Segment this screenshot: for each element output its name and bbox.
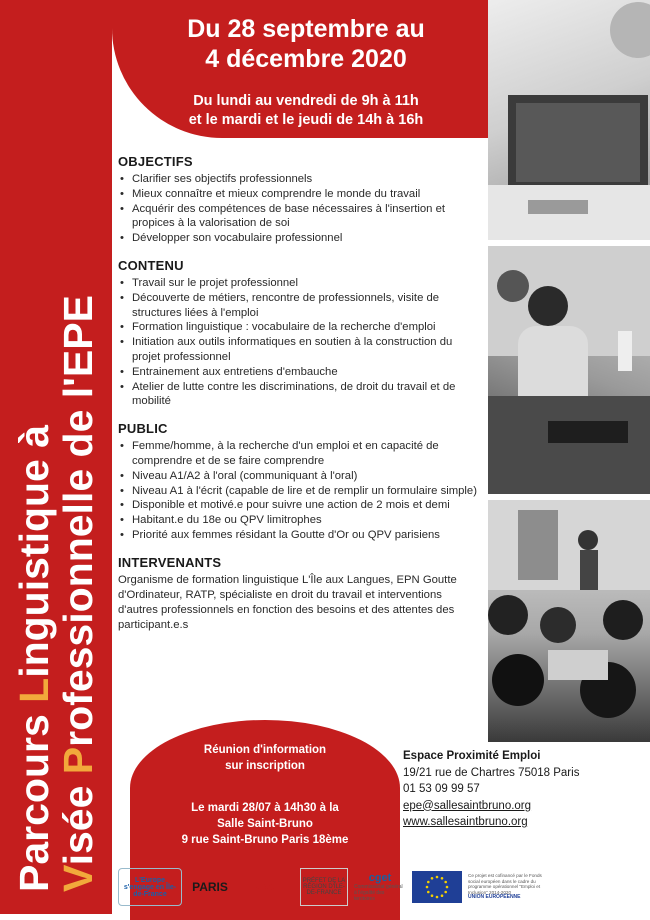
date-banner [112, 0, 500, 138]
contact-email-link[interactable]: epe@sallesaintbruno.org [403, 799, 532, 812]
europe-engage-logo: L'Europe s'engage en Île-de-France [118, 868, 182, 906]
contenu-list [118, 276, 482, 409]
list-item: • Clarifier ses objectifs professionnels [118, 172, 482, 187]
section-title: PUBLIC [118, 421, 168, 437]
cget-logo-text: cget [368, 872, 392, 884]
list-item: • Entrainement aux entretiens d'embauche [118, 365, 482, 380]
public-list [118, 439, 482, 543]
photo-meeting [488, 246, 650, 494]
list-item: • Développer son vocabulaire professionnel [118, 231, 482, 246]
reunion-line-1: Réunion d'information [203, 744, 327, 756]
list-item: • Disponible et motivé.e pour suivre une action de 2 mois et demi [118, 498, 482, 513]
reunion-line-2: sur inscription [225, 760, 305, 772]
list-item: • Travail sur le projet professionnel [118, 276, 482, 291]
epe-logo: Epe [255, 881, 277, 893]
cget-logo-subtitle: Commissariat général à l'égalité des territoires [354, 884, 403, 902]
contact-phone: 01 53 09 99 57 [403, 783, 480, 795]
side-title-line-2: Visée Professionnelle de l'EPE [55, 295, 101, 892]
section-objectifs [118, 154, 482, 246]
contact-address: 19/21 rue de Chartres 75018 Paris [403, 766, 580, 779]
list-item: • Découverte de métiers, rencontre de professionnels, visite de structures liées à l'emploi [118, 291, 482, 321]
list-item: • Mieux connaître et mieux comprendre le monde du travail [118, 187, 482, 202]
list-item: • Acquérir des compétences de base nécessaires à l'insertion et propices à la valorisation de soi [118, 202, 482, 232]
list-item: • Niveau A1 à l'écrit (capable de lire et de remplir un formulaire simple) [118, 484, 482, 499]
reunion-address: 9 rue Saint-Bruno Paris 18ème [181, 834, 349, 846]
eu-funding-text: Ce projet est cofinancé par le Fonds social européen dans le cadre du programme opérationnel "Emploi et Inclusion" 2014-2020 [468, 873, 542, 895]
list-item: • Niveau A1/A2 à l'oral (communiquant à l'oral) [118, 469, 482, 484]
section-public [118, 421, 482, 543]
partner-logos [118, 860, 650, 914]
list-item: • Femme/homme, à la recherche d'un emploi et en capacité de comprendre et de se faire comprendre [118, 439, 482, 469]
section-contenu [118, 258, 482, 409]
cget-logo [354, 869, 406, 905]
date-line-2: 4 décembre 2020 [205, 45, 407, 73]
intervenants-text: Organisme de formation linguistique L'Île aux Langues, EPN Goutte d'Ordinateur, RATP, spécialiste en droit du travail et interventions d'autres professionnels en fonction des besoins et des attentes des participant.e.s [118, 573, 457, 631]
section-title: INTERVENANTS [118, 554, 222, 570]
list-item: • Formation linguistique : vocabulaire de la recherche d'emploi [118, 320, 482, 335]
side-banner [0, 0, 112, 914]
main-content [118, 154, 482, 645]
paris-logo: PARIS [192, 880, 228, 894]
date-line-1: Du 28 septembre au [187, 15, 425, 43]
list-item: • Atelier de lutte contre les discriminations, de droit du travail et de mobilité [118, 380, 482, 410]
photo-column [488, 0, 650, 742]
section-title: OBJECTIFS [118, 154, 193, 169]
side-title-line-1: Parcours Linguistique à [10, 424, 57, 892]
reunion-date: Le mardi 28/07 à 14h30 à la [191, 802, 339, 814]
list-item: • Initiation aux outils informatiques en soutien à la construction du projet professionnel [118, 335, 482, 365]
photo-classroom [488, 500, 650, 742]
section-intervenants [118, 555, 482, 633]
eu-funding-note [468, 869, 552, 905]
section-title: CONTENU [118, 257, 184, 273]
photo-office [488, 0, 650, 240]
eu-label: UNION EUROPÉENNE [468, 894, 521, 901]
contact-website-link[interactable]: www.sallesaintbruno.org [403, 816, 528, 828]
list-item: • Priorité aux femmes résidant la Goutte d'Or ou QPV parisiens [118, 528, 482, 543]
reunion-venue: Salle Saint-Bruno [217, 818, 313, 830]
contact-title: Espace Proximité Emploi [403, 750, 541, 762]
eu-flag-icon [412, 871, 462, 903]
schedule-line-2: et le mardi et le jeudi de 14h à 16h [188, 112, 424, 128]
contact-block [403, 748, 641, 831]
objectifs-list [118, 172, 482, 246]
list-item: • Habitant.e du 18e ou QPV limitrophes [118, 513, 482, 528]
prefet-logo: PRÉFET DE LA RÉGION D'ÎLE-DE-FRANCE [300, 868, 348, 906]
side-title [0, 0, 112, 914]
schedule-line-1: Du lundi au vendredi de 9h à 11h [193, 93, 419, 109]
